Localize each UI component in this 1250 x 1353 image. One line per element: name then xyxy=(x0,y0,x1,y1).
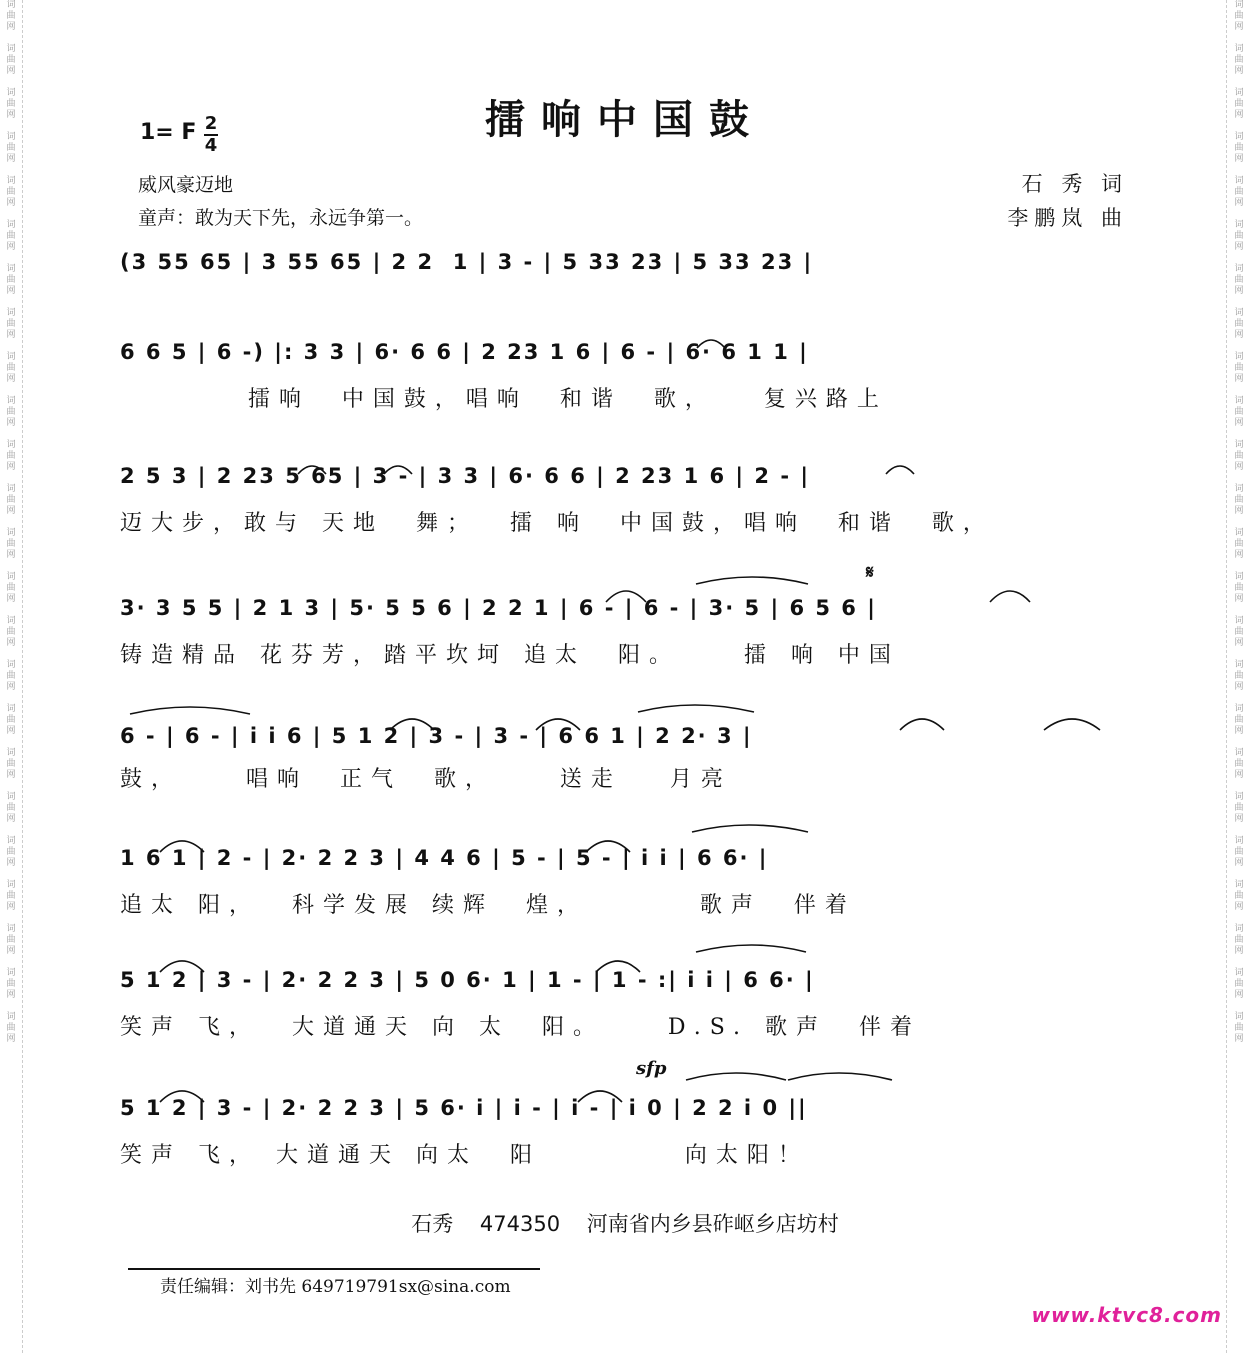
slur xyxy=(596,961,640,972)
slur xyxy=(160,1091,204,1102)
slur xyxy=(697,340,725,348)
tie xyxy=(788,1073,892,1080)
footer-address xyxy=(0,1208,1250,1238)
composer-credit: 李鹏岚 曲 xyxy=(1007,206,1128,230)
tempo-marking: 威风豪迈地 xyxy=(138,174,234,196)
lyric-row: 笑声 飞， 大道通天 向太 阳 向太阳！ xyxy=(120,1143,809,1168)
lyric-row: 铸造精品 花芬芳，踏平坎坷 追太 阳。 擂 响 中国 xyxy=(120,643,900,668)
time-denominator: 4 xyxy=(204,135,218,156)
time-numerator: 2 xyxy=(204,113,218,134)
notation-row: 5 1 2 | 3 - | 2· 2 2 3 | 5 6· i | i - | i - | i 0 | 2 2 i 0 || xyxy=(120,1096,808,1120)
tie xyxy=(696,945,806,952)
tie xyxy=(692,825,808,832)
slur xyxy=(1044,719,1100,730)
slur xyxy=(298,466,326,474)
segno-mark: 𝄋 xyxy=(866,562,874,583)
slur xyxy=(606,591,646,602)
sfp-mark: sfp xyxy=(636,1058,667,1079)
notation-row: 6 6 5 | 6 -) |: 3 3 | 6· 6 6 | 2 23 1 6 | 6 - | 6· 6 1 1 | xyxy=(120,340,809,364)
notation-row: 3· 3 5 5 | 2 1 3 | 5· 5 5 6 | 2 2 1 | 6 - | 6 - | 3· 5 | 6 5 6 | xyxy=(120,596,877,620)
slur xyxy=(536,719,580,730)
lyric-row: 追太 阳， 科学发展 续辉 煌， 歌声 伴着 xyxy=(120,893,856,918)
slur xyxy=(586,841,630,852)
key-label: 1= F xyxy=(140,120,197,145)
notation-row: (3 55 65 | 3 55 65 | 2 2 1 | 3 - | 5 33 23 | 5 33 23 | xyxy=(120,250,814,274)
lyric-row: 笑声 飞， 大道通天 向 太 阳。 D.S. 歌声 伴着 xyxy=(120,1015,922,1040)
notation-row: 6 - | 6 - | i i 6 | 5 1 2 | 3 - | 3 - | 6 6 1 | 2 2· 3 | xyxy=(120,724,753,748)
intro-lyric: 童声：敢为天下先，永远争第一。 xyxy=(138,207,424,229)
tie xyxy=(686,1073,786,1080)
lyricist-credit: 石 秀 词 xyxy=(1021,172,1128,196)
postcode: 474350 xyxy=(479,1212,561,1236)
tie xyxy=(130,707,250,714)
lyric-row: 鼓， 唱响 正气 歌， 送走 月亮 xyxy=(120,767,732,792)
side-watermark-left: 词 曲 网 词 曲 网 词 曲 网 词 曲 网 词 曲 网 词 曲 网 词 曲 网 词 曲 网 词 曲 网 词 曲 网 词 曲 网 词 曲 网 词 曲 网 词 曲 网 词 曲 网 词 曲 网 词 曲 网 词 曲 网 词 曲 网 词 曲 网 词 曲 网 词 曲 网 词 曲 网 词 曲 网 xyxy=(6,0,16,1044)
slur xyxy=(390,719,434,730)
slur xyxy=(990,591,1030,602)
slur xyxy=(160,961,204,972)
tie xyxy=(638,705,754,712)
notation-row: 5 1 2 | 3 - | 2· 2 2 3 | 5 0 6· 1 | 1 - | 1 - :| i i | 6 6· | xyxy=(120,968,815,992)
tie xyxy=(696,577,808,584)
notation-row: 1 6 1 | 2 - | 2· 2 2 3 | 4 4 6 | 5 - | 5 - | i i | 6 6· | xyxy=(120,846,769,870)
author-name: 石秀 xyxy=(411,1212,454,1236)
slur xyxy=(578,1091,622,1102)
editor-credit: 责任编辑：刘书先 649719791sx@sina.com xyxy=(160,1277,511,1297)
slur xyxy=(160,841,204,852)
editor-rule xyxy=(128,1268,540,1270)
address: 河南省内乡县砟岖乡店坊村 xyxy=(586,1212,839,1236)
song-title: 擂响中国鼓 xyxy=(485,96,765,143)
lyric-row: 擂响 中国鼓，唱响 和谐 歌， 复兴路上 xyxy=(120,387,888,412)
slur xyxy=(886,466,914,474)
site-watermark: www.ktvc8.com xyxy=(1031,1303,1222,1327)
side-watermark-right: 词 曲 网 词 曲 网 词 曲 网 词 曲 网 词 曲 网 词 曲 网 词 曲 网 词 曲 网 词 曲 网 词 曲 网 词 曲 网 词 曲 网 词 曲 网 词 曲 网 词 曲 网 词 曲 网 词 曲 网 词 曲 网 词 曲 网 词 曲 网 词 曲 网 词 曲 网 词 曲 网 词 曲 网 xyxy=(1234,0,1244,1044)
notation-row: 2 5 3 | 2 23 5 65 | 3 - | 3 3 | 6· 6 6 | 2 23 1 6 | 2 - | xyxy=(120,464,811,488)
slur xyxy=(900,719,944,730)
lyric-row: 迈大步，敢与 天地 舞； 擂 响 中国鼓，唱响 和谐 歌， xyxy=(120,511,994,536)
slur xyxy=(384,466,412,474)
